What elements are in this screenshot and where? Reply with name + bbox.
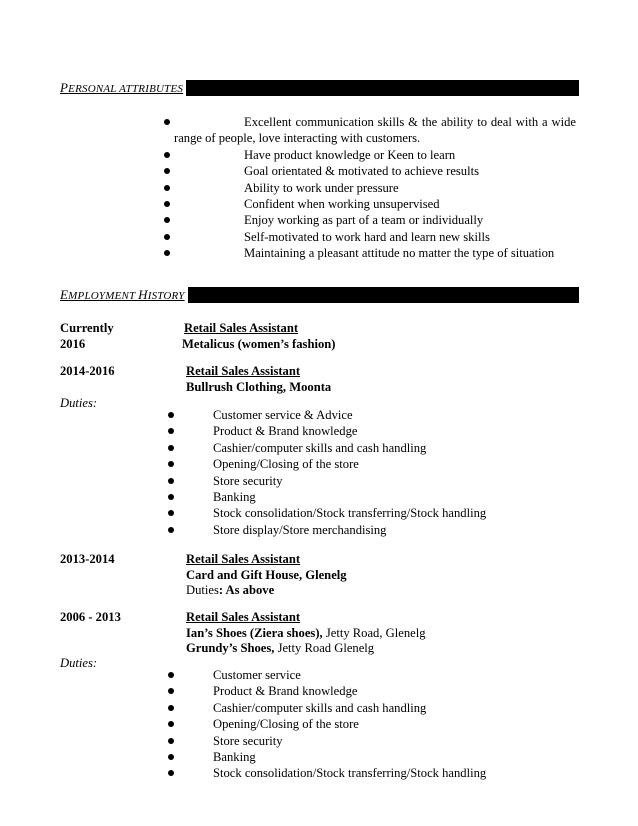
list-item: Stock consolidation/Stock transferring/Stock handling [168, 765, 486, 781]
job-employer: Ian’s Shoes (Ziera shoes), Jetty Road, Glenelg [186, 626, 426, 640]
employment-history-header-bar [59, 287, 579, 303]
list-item: Opening/Closing of the store [168, 456, 486, 472]
list-item: Excellent communication skills & the ability to deal with a wide range of people, love interacting with customers. [164, 114, 579, 147]
bullet-icon [164, 217, 170, 223]
list-item: Store display/Store merchandising [168, 522, 486, 538]
job-title: Retail Sales Assistant [184, 321, 299, 335]
bullet-icon [168, 445, 174, 451]
bullet-icon [168, 461, 174, 467]
bullet-icon [168, 738, 174, 744]
bullet-icon [168, 688, 174, 694]
list-item: Customer service [168, 667, 486, 683]
bullet-icon [164, 185, 170, 191]
list-item: Store security [168, 473, 486, 489]
list-item: Stock consolidation/Stock transferring/Stock handling [168, 505, 486, 521]
job-period: 2013-2014 [60, 552, 115, 566]
list-item: Cashier/computer skills and cash handling [168, 440, 486, 456]
duties-list [168, 667, 486, 782]
job-period: Currently [60, 321, 114, 335]
bullet-icon [164, 168, 170, 174]
list-item: Have product knowledge or Keen to learn [164, 147, 579, 163]
job-title: Retail Sales Assistant [186, 610, 301, 624]
personal-attributes-header-bar [59, 80, 579, 96]
bullet-icon [168, 478, 174, 484]
list-item: Product & Brand knowledge [168, 423, 486, 439]
duties-label: Duties: [60, 656, 98, 670]
duties-note: Duties: As above [186, 583, 275, 597]
bullet-icon [168, 428, 174, 434]
employment-history-heading: EMPLOYMENT HISTORY [59, 287, 188, 303]
list-item: Maintaining a pleasant attitude no matter the type of situation [164, 245, 579, 261]
bullet-icon [164, 201, 170, 207]
duties-label: Duties: [60, 396, 98, 410]
bullet-icon [168, 754, 174, 760]
bullet-icon [164, 234, 170, 240]
list-item: Store security [168, 733, 486, 749]
job-employer: Metalicus (women’s fashion) [182, 337, 336, 351]
job-employer: Grundy’s Shoes, Jetty Road Glenelg [186, 641, 375, 655]
list-item: Opening/Closing of the store [168, 716, 486, 732]
bullet-icon [168, 721, 174, 727]
bullet-icon [168, 672, 174, 678]
duties-list [168, 407, 486, 538]
bullet-icon [168, 770, 174, 776]
job-period: 2014-2016 [60, 364, 115, 378]
bullet-icon [168, 494, 174, 500]
list-item: Goal orientated & motivated to achieve results [164, 163, 579, 179]
list-item: Enjoy working as part of a team or individually [164, 212, 579, 228]
list-item: Self-motivated to work hard and learn new skills [164, 229, 579, 245]
job-title: Retail Sales Assistant [186, 364, 301, 378]
personal-attributes-list [164, 114, 579, 262]
bullet-icon [168, 412, 174, 418]
bullet-icon [164, 250, 170, 256]
bullet-icon [168, 527, 174, 533]
personal-attributes-heading: PERSONAL ATTRIBUTES [59, 80, 186, 96]
job-period: 2016 [60, 337, 86, 351]
bullet-icon [164, 119, 170, 125]
list-item: Banking [168, 749, 486, 765]
list-item: Product & Brand knowledge [168, 683, 486, 699]
bullet-icon [168, 705, 174, 711]
list-item: Cashier/computer skills and cash handling [168, 700, 486, 716]
job-employer: Card and Gift House, Glenelg [186, 568, 347, 582]
job-title: Retail Sales Assistant [186, 552, 301, 566]
list-item: Confident when working unsupervised [164, 196, 579, 212]
list-item: Banking [168, 489, 486, 505]
bullet-icon [168, 510, 174, 516]
bullet-icon [164, 152, 170, 158]
list-item: Ability to work under pressure [164, 180, 579, 196]
job-employer: Bullrush Clothing, Moonta [186, 380, 332, 394]
job-period: 2006 - 2013 [60, 610, 121, 624]
list-item: Customer service & Advice [168, 407, 486, 423]
